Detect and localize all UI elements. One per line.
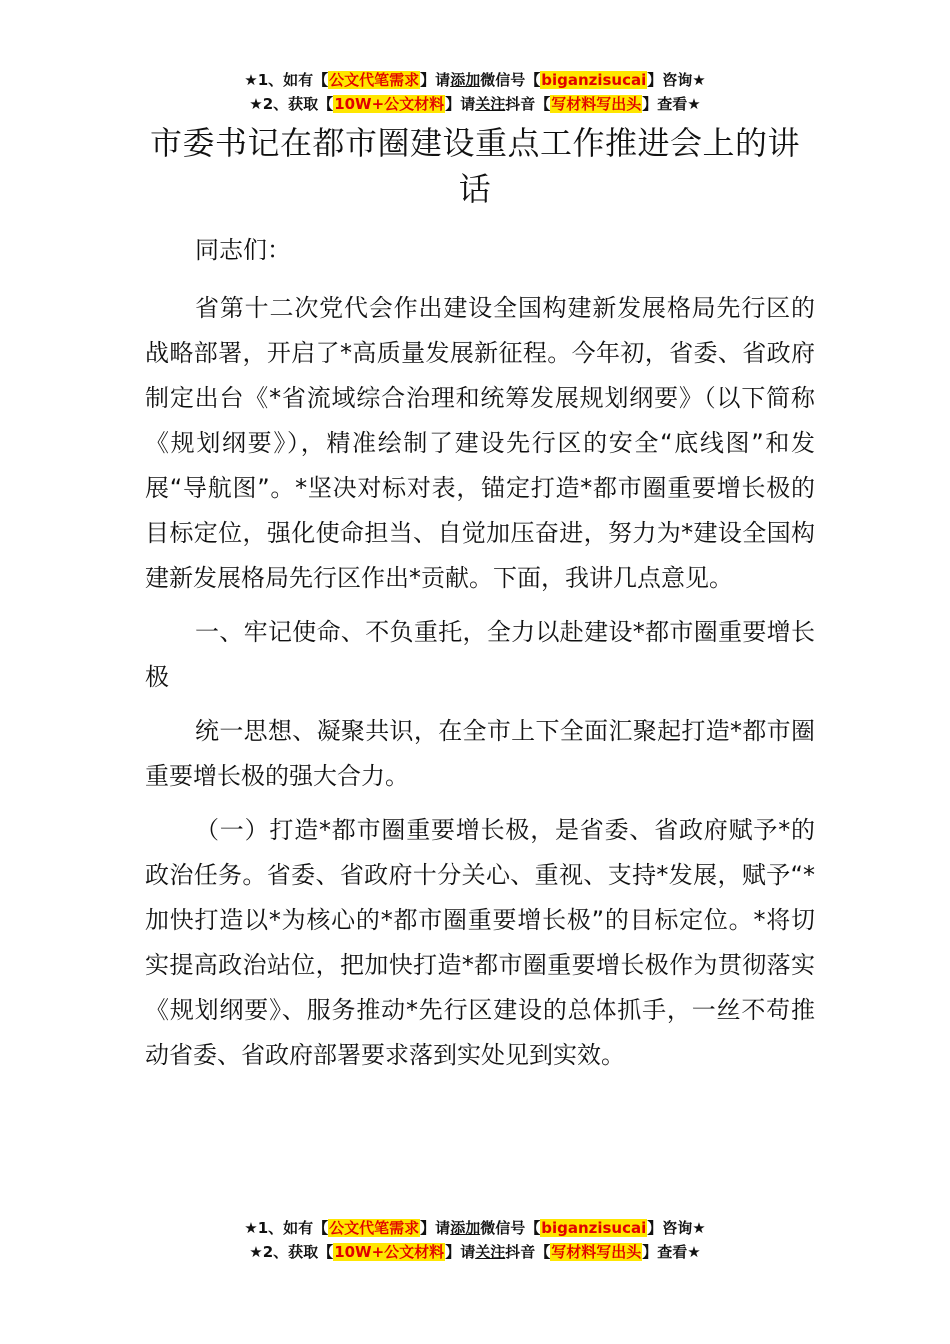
promo-highlight: 10W+公文材料 (334, 95, 445, 113)
promo-underlined: 关注 (475, 1243, 506, 1261)
promo-text: 】请 (445, 95, 476, 113)
promo-line-2 (0, 92, 950, 116)
promo-text: ★2、获取【 (249, 95, 334, 113)
promo-line-2 (0, 1240, 950, 1264)
promo-text: 】咨询★ (647, 1219, 706, 1237)
promo-underlined: 关注 (475, 95, 506, 113)
section-heading: 一、牢记使命、不负重托，全力以赴建设*都市圈重要增长极 (145, 618, 815, 691)
promo-highlight: 写材料写出头 (551, 95, 642, 113)
promo-text: ★1、如有【 (244, 71, 329, 89)
promo-text: 微信号【 (480, 1219, 541, 1237)
footer-promo-banner (0, 1216, 950, 1264)
promo-text: 抖音【 (505, 95, 551, 113)
promo-text: 】查看★ (642, 1243, 701, 1261)
header-promo-banner (0, 68, 950, 116)
promo-text: ★1、如有【 (244, 1219, 329, 1237)
promo-line-1 (0, 68, 950, 92)
promo-highlight: 写材料写出头 (551, 1243, 642, 1261)
promo-highlight: biganzisucai (541, 71, 647, 89)
promo-text: 】请 (420, 71, 451, 89)
promo-text: 】请 (420, 1219, 451, 1237)
promo-underlined: 添加 (450, 71, 481, 89)
promo-text: 】咨询★ (647, 71, 706, 89)
promo-highlight: 公文代笔需求 (329, 71, 420, 89)
promo-line-1 (0, 1216, 950, 1240)
promo-highlight: 10W+公文材料 (334, 1243, 445, 1261)
salutation: 同志们： (195, 236, 291, 264)
promo-text: 】查看★ (642, 95, 701, 113)
promo-text: ★2、获取【 (249, 1243, 334, 1261)
promo-text: 抖音【 (505, 1243, 551, 1261)
body-paragraph: 统一思想、凝聚共识，在全市上下全面汇聚起打造*都市圈重要增长极的强大合力。 (145, 717, 815, 790)
promo-highlight: 公文代笔需求 (329, 1219, 420, 1237)
promo-text: 】请 (445, 1243, 476, 1261)
document-title: 市委书记在都市圈建设重点工作推进会上的讲话 (149, 124, 800, 208)
body-paragraph: 省第十二次党代会作出建设全国构建新发展格局先行区的战略部署，开启了*高质量发展新征程。今年初，省委、省政府制定出台《*省流域综合治理和统筹发展规划纲要》（以下简称《规划纲要》），精准绘制了建设先行区的安全“底线图”和发展“导航图”。*坚决对标对表，锚定打造*都市圈重要增长极的目标定位，强化使命担当、自觉加压奋进，努力为*建设全国构建新发展格局先行区作出*贡献。下面，我讲几点意见。 (145, 294, 815, 592)
promo-highlight: biganzisucai (541, 1219, 647, 1237)
promo-text: 微信号【 (480, 71, 541, 89)
body-paragraph: （一）打造*都市圈重要增长极，是省委、省政府赋予*的政治任务。省委、省政府十分关心、重视、支持*发展，赋予“*加快打造以*为核心的*都市圈重要增长极”的目标定位。*将切实提高政治站位，把加快打造*都市圈重要增长极作为贯彻落实《规划纲要》、服务推动*先行区建设的总体抓手，一丝不苟推动省委、省政府部署要求落到实处见到实效。 (145, 816, 815, 1069)
document-body (145, 228, 815, 1087)
promo-underlined: 添加 (450, 1219, 481, 1237)
